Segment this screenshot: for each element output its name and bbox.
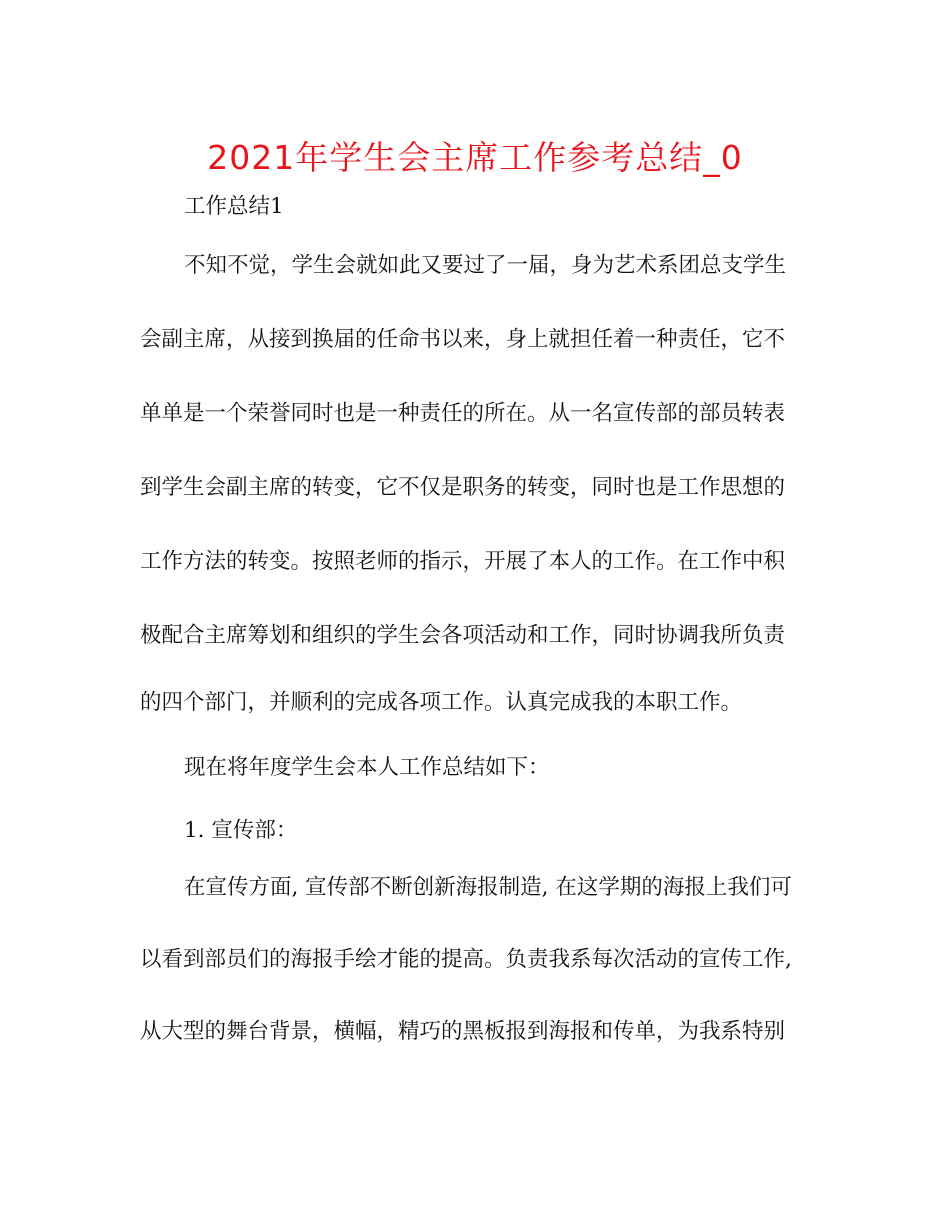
paragraph-line: 以看到部员们的海报手绘才能的提高。负责我系每次活动的宣传工作, xyxy=(140,947,792,972)
document-title: 2021年学生会主席工作参考总结_0 xyxy=(207,138,743,177)
section-heading: 工作总结1 xyxy=(184,194,284,219)
item-heading: 1. 宣传部： xyxy=(184,818,298,843)
paragraph-line: 单单是一个荣誉同时也是一种责任的所在。从一名宣传部的部员转表 xyxy=(140,401,786,426)
paragraph-line: 从大型的舞台背景，横幅，精巧的黑板报到海报和传单，为我系特别 xyxy=(140,1019,786,1044)
paragraph-line: 在宣传方面, 宣传部不断创新海报制造, 在这学期的海报上我们可 xyxy=(184,875,792,900)
paragraph-line: 不知不觉，学生会就如此又要过了一届，身为艺术系团总支学生 xyxy=(184,253,787,278)
paragraph-line: 到学生会副主席的转变，它不仅是职务的转变，同时也是工作思想的 xyxy=(140,475,786,500)
intro-line: 现在将年度学生会本人工作总结如下： xyxy=(184,755,550,780)
paragraph-line: 的四个部门，并顺利的完成各项工作。认真完成我的本职工作。 xyxy=(140,690,743,715)
paragraph-line: 会副主席，从接到换届的任命书以来，身上就担任着一种责任，它不 xyxy=(140,327,786,352)
paragraph-line: 工作方法的转变。按照老师的指示，开展了本人的工作。在工作中积 xyxy=(140,549,786,574)
paragraph-line: 极配合主席筹划和组织的学生会各项活动和工作，同时协调我所负责 xyxy=(140,623,786,648)
